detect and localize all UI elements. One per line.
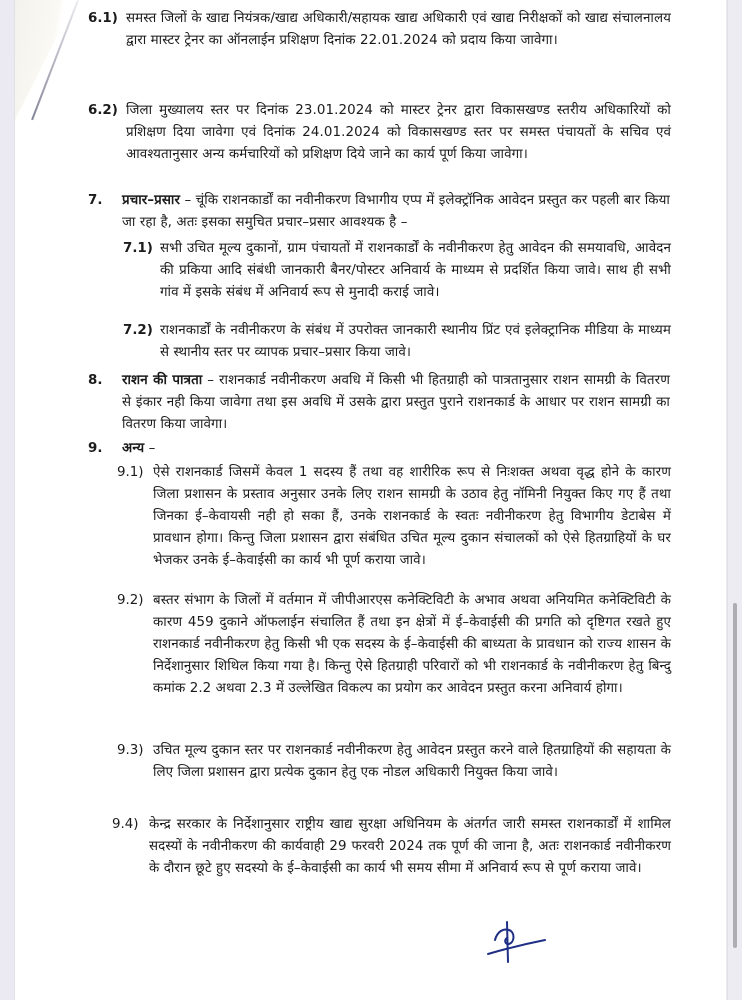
section-number: 9.4) bbox=[112, 817, 139, 832]
section-text: सभी उचित मूल्य दुकानों, ग्राम पंचायतों में राशनकार्डों के नवीनीकरण हेतु आवेदन की समयावधि, आवेदन की प्रकिया आदि संबंधी जानकारी बैनर/पोस्टर अनिवार्य के माध्यम से प्रदर्शित किया जावे। साथ ही सभी गांव में इसके संबंध में अनिवार्य रूप से मुनादी कराई जावे। bbox=[160, 241, 671, 300]
section-number: 7. bbox=[88, 193, 103, 208]
section-text: जिला मुख्यालय स्तर पर दिनांक 23.01.2024 को मास्टर ट्रेनर द्वारा विकासखण्ड स्तरीय अधिकारियों को प्रशिक्षण दिया जावेगा एवं दिनांक 24.01.2024 को विकासखण्ड स्तर पर समस्त पंचायतों के सचिव एवं आवश्यतानुसार अन्य कर्मचारियों को प्रशिक्षण दिये जाने का कार्य पूर्ण किया जावेगा। bbox=[126, 103, 671, 162]
section-text: बस्तर संभाग के जिलों में वर्तमान में जीपीआरएस कनेक्टिविटी के अभाव अथवा अनियमित कनेक्टिविटी के कारण 459 दुकाने ऑफलाईन संचालित हैं तथा इन क्षेत्रों में ई–केवाईसी की प्रगति को दृष्टिगत रखते हुए राशनकार्ड नवीनीकरण हेतु किसी भी एक सदस्य के ई–केवाईसी की बाध्यता के प्रावधान को राज्य शासन के निर्देशानुसार शिथिल किया गया है। किन्तु ऐसे हितग्राही परिवारों को भी राशनकार्ड के नवीनीकरण हेतु बिन्दु कमांक 2.2 अथवा 2.3 में उल्लेखित विकल्प का प्रयोग कर आवेदन प्रस्तुत करना अनिवार्य होगा। bbox=[153, 593, 671, 696]
section-heading: अन्य bbox=[122, 441, 145, 456]
section-body: – bbox=[144, 441, 156, 456]
section-number: 9. bbox=[88, 441, 103, 456]
section-text bbox=[122, 438, 670, 460]
left-margin-strip bbox=[0, 0, 15, 1000]
section-number: 9.2) bbox=[117, 593, 144, 608]
section-number: 9.1) bbox=[117, 465, 144, 480]
section-body: – राशनकार्ड नवीनीकरण अवधि में किसी भी हितग्राही को पात्रतानुसार राशन सामग्री के वितरण से इंकार नही किया जावेगा तथा इस अवधि में उसके द्वारा प्रस्तुत पुराने राशनकार्ड के आधार पर राशन सामग्री का वितरण किया जावेगा। bbox=[122, 373, 670, 432]
section-number: 6.2) bbox=[88, 103, 118, 118]
section-number: 6.1) bbox=[88, 11, 118, 26]
signature-stroke-horizontal bbox=[488, 940, 545, 954]
section-body: – चूंकि राशनकार्डों का नवीनीकरण विभागीय एप्प में इलेक्ट्रॉनिक आवेदन प्रस्तुत कर पहली बार किया जा रहा है, अतः इसका समुचित प्रचार–प्रसार आवश्यक है – bbox=[122, 193, 670, 230]
scrollbar-thumb[interactable] bbox=[733, 603, 737, 948]
section-text bbox=[122, 190, 670, 234]
section-text bbox=[122, 370, 670, 436]
section-text: केन्द्र सरकार के निर्देशानुसार राष्ट्रीय खाद्य सुरक्षा अधिनियम के अंतर्गत जारी समस्त राशनकार्डों में शामिल सदस्यों के नवीनीकरण की कार्यवाही 29 फरवरी 2024 तक पूर्ण की जाना है, अतः राशनकार्ड नवीनीकरण के दौरान छूटे हुए सदस्यो के ई–केवाईसी का कार्य भी समय सीमा में अनिवार्य रूप से पूर्ण कराया जावे। bbox=[149, 817, 671, 876]
section-text: ऐसे राशनकार्ड जिसमें केवल 1 सदस्य हैं तथा वह शारीरिक रूप से निःशक्त अथवा वृद्ध होने के कारण जिला प्रशासन के प्रस्ताव अनुसार उनके लिए राशन सामग्री के उठाव हेतु नॉमिनी नियुक्त किए गए हैं तथा जिनका ई–केवायसी नही हो सका हैं, उनके राशनकार्ड के स्वतः नवीनीकरण हेतु विभागीय डेटाबेस में प्रावधान होगा। किन्तु जिला प्रशासन द्वारा संबंधित उचित मूल्य दुकान संचालकों को ऐसे हितग्राहियों के घर भेजकर उनके ई–केवाईसी का कार्य भी पूर्ण कराया जावे। bbox=[153, 465, 671, 568]
section-heading: राशन की पात्रता bbox=[122, 373, 203, 388]
section-number: 9.3) bbox=[117, 743, 144, 758]
section-heading: प्रचार–प्रसार bbox=[122, 193, 181, 208]
section-text: राशनकार्डों के नवीनीकरण के संबंध में उपरोक्त जानकारी स्थानीय प्रिंट एवं इलेक्ट्रानिक मीडिया के माध्यम से स्थानीय स्तर पर व्यापक प्रचार–प्रसार किया जावे। bbox=[160, 323, 671, 360]
section-text: समस्त जिलों के खाद्य नियंत्रक/खाद्य अधिकारी/सहायक खाद्य अधिकारी एवं खाद्य निरीक्षकों को खाद्य संचालनालय द्वारा मास्टर ट्रेनर का ऑनलाईन प्रशिक्षण दिनांक 22.01.2024 को प्रदाय किया जावेगा। bbox=[126, 11, 671, 48]
section-number: 7.1) bbox=[123, 241, 153, 256]
section-text: उचित मूल्य दुकान स्तर पर राशनकार्ड नवीनीकरण हेतु आवेदन प्रस्तुत करने वाले हितग्राहियों की सहायता के लिए जिला प्रशासन द्वारा प्रत्येक दुकान हेतु एक नोडल अधिकारी नियुक्त किया जावे। bbox=[153, 743, 671, 780]
signature-stroke-loop bbox=[495, 929, 514, 944]
page-fold-shadow bbox=[15, 0, 75, 120]
signature-icon bbox=[485, 918, 555, 968]
section-number: 8. bbox=[88, 373, 103, 388]
section-number: 7.2) bbox=[123, 323, 153, 338]
signature-stroke-vertical bbox=[507, 922, 508, 962]
document-page bbox=[15, 0, 726, 1000]
